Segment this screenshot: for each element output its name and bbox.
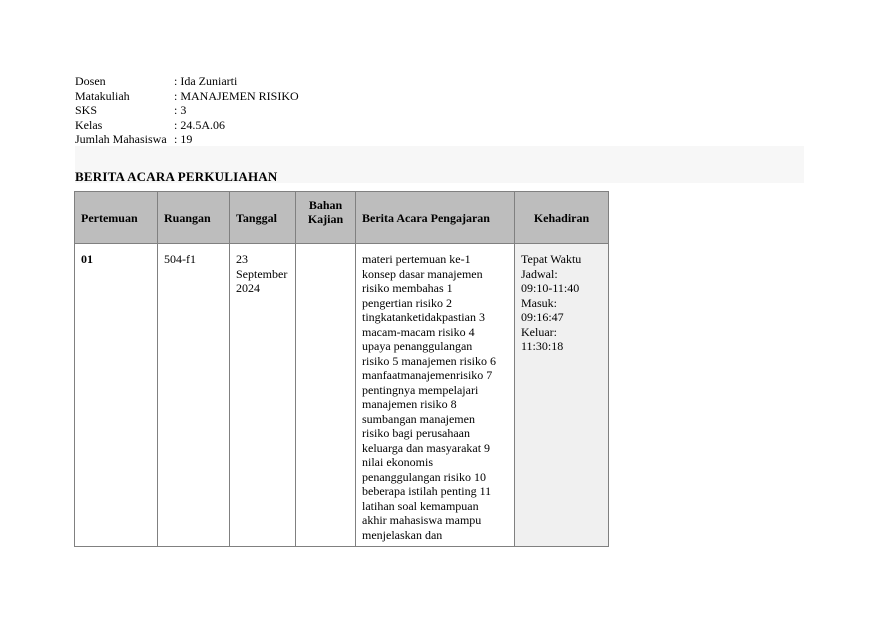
berita-line: penanggulangan risiko 10 bbox=[362, 469, 486, 484]
header-bahan-line1: Bahan bbox=[308, 198, 343, 212]
berita-line: risiko 5 manajemen risiko 6 bbox=[362, 353, 496, 368]
kehadiran-line: Tepat Waktu bbox=[521, 252, 582, 266]
info-value: : MANAJEMEN RISIKO bbox=[174, 88, 299, 103]
berita-line: konsep dasar manajemen bbox=[362, 266, 483, 281]
info-label: Dosen bbox=[75, 74, 106, 88]
cell-kehadiran bbox=[515, 244, 609, 547]
info-row-kelas bbox=[75, 118, 299, 133]
berita-line: upaya penanggulangan bbox=[362, 339, 473, 353]
course-info bbox=[75, 74, 299, 147]
berita-line: nilai ekonomis bbox=[362, 455, 433, 469]
kehadiran-line: Masuk: bbox=[521, 295, 557, 310]
berita-line: materi pertemuan ke-1 bbox=[362, 252, 471, 266]
info-value: : 19 bbox=[174, 132, 193, 146]
berita-line: manfaatmanajemenrisiko 7 bbox=[362, 368, 493, 382]
info-row-sks bbox=[75, 103, 299, 118]
kehadiran-line: Keluar: bbox=[521, 324, 557, 339]
berita-line: macam-macam risiko 4 bbox=[362, 324, 475, 339]
berita-line: manajemen risiko 8 bbox=[362, 397, 457, 411]
info-label: Matakuliah bbox=[75, 88, 130, 103]
berita-line: risiko membahas 1 bbox=[362, 281, 453, 295]
kehadiran-line: 11:30:18 bbox=[521, 339, 564, 353]
berita-line: latihan soal kemampuan bbox=[362, 498, 479, 513]
header-pertemuan: Pertemuan bbox=[75, 192, 158, 244]
lecture-report-table bbox=[74, 191, 609, 547]
info-row-matakuliah bbox=[75, 89, 299, 104]
berita-line: pentingnya mempelajari bbox=[362, 382, 479, 397]
cell-pertemuan: 01 bbox=[75, 244, 158, 547]
berita-line: sumbangan manajemen bbox=[362, 411, 475, 426]
header-kehadiran: Kehadiran bbox=[515, 192, 609, 244]
header-bahan-kajian bbox=[296, 192, 356, 244]
berita-line: pengertian risiko 2 bbox=[362, 295, 452, 310]
kehadiran-line: 09:10-11:40 bbox=[521, 281, 580, 295]
tanggal-line: 2024 bbox=[236, 281, 260, 295]
info-label: Jumlah Mahasiswa bbox=[75, 132, 167, 146]
info-label: SKS bbox=[75, 103, 98, 117]
info-value: : 24.5A.06 bbox=[174, 117, 225, 132]
table-row bbox=[75, 244, 609, 547]
table-header-row bbox=[75, 192, 609, 244]
cell-tanggal bbox=[230, 244, 296, 547]
info-value: : Ida Zuniarti bbox=[174, 74, 238, 88]
berita-line: menjelaskan dan bbox=[362, 527, 443, 542]
header-berita-acara: Berita Acara Pengajaran bbox=[356, 192, 515, 244]
berita-line: beberapa istilah penting 11 bbox=[362, 484, 492, 498]
header-tanggal: Tanggal bbox=[230, 192, 296, 244]
page-title: BERITA ACARA PERKULIAHAN bbox=[75, 169, 278, 184]
header-bahan-line2: Kajian bbox=[307, 212, 344, 226]
cell-ruangan: 504-f1 bbox=[158, 244, 230, 547]
berita-line: keluarga dan masyarakat 9 bbox=[362, 440, 491, 455]
header-ruangan: Ruangan bbox=[158, 192, 230, 244]
info-row-jumlah-mahasiswa bbox=[75, 132, 299, 147]
berita-line: tingkatanketidakpastian 3 bbox=[362, 310, 485, 324]
info-value: : 3 bbox=[174, 103, 187, 117]
kehadiran-line: 09:16:47 bbox=[521, 310, 564, 324]
cell-bahan-kajian bbox=[296, 244, 356, 547]
berita-line: akhir mahasiswa mampu bbox=[362, 513, 482, 527]
info-label: Kelas bbox=[75, 117, 103, 132]
tanggal-line: September bbox=[236, 266, 288, 281]
tanggal-line: 23 bbox=[236, 252, 248, 266]
kehadiran-line: Jadwal: bbox=[521, 266, 558, 281]
info-row-dosen bbox=[75, 74, 299, 89]
berita-line: risiko bagi perusahaan bbox=[362, 426, 470, 440]
cell-berita-acara bbox=[356, 244, 515, 547]
